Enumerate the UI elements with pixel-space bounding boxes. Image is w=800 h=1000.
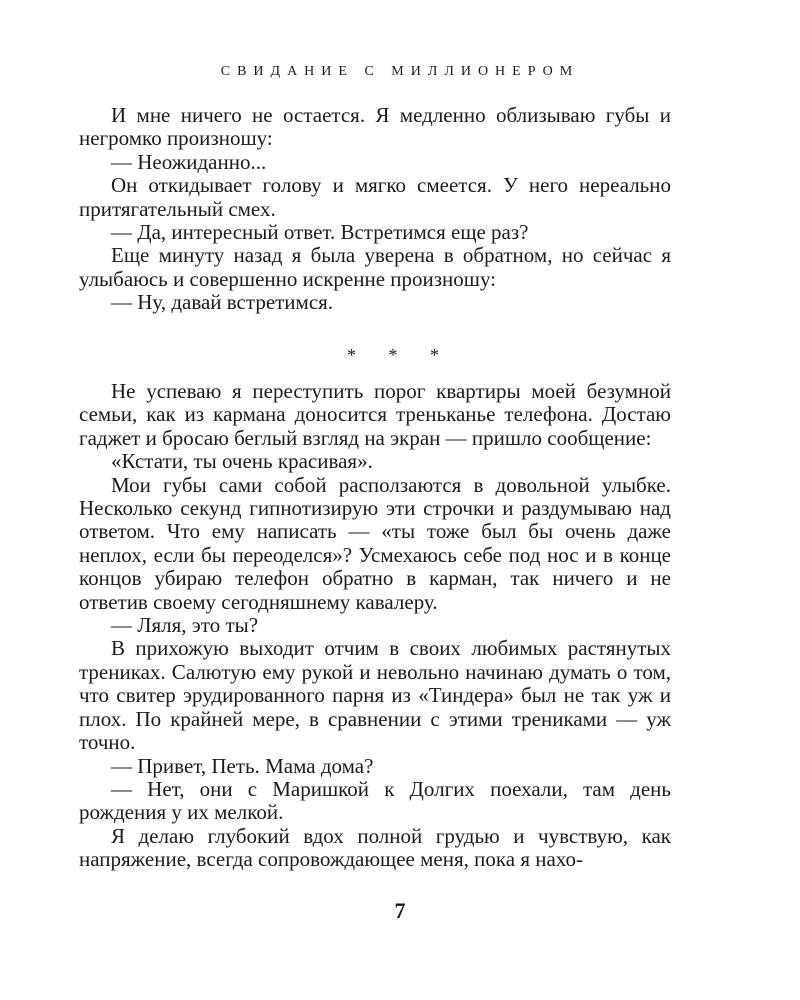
text-block-after-break xyxy=(79,380,671,872)
paragraph: — Привет, Петь. Мама дома? xyxy=(111,753,374,778)
paragraph: — Ляля, это ты? xyxy=(111,613,259,638)
paragraph: И мне ничего не остается. Я медленно облизываю губы и негромко произношу: xyxy=(79,103,671,151)
paragraph: В прихожую выходит отчим в своих любимых растянутых трениках. Салютую ему рукой и невольно начинаю думать о том, что свитер эрудированного парня из «Тиндера» был не так уж и плох. По крайней мере, в сравнении с этими трениками — уж точно. xyxy=(79,636,671,755)
paragraph: Не успеваю я переступить порог квартиры моей безумной семьи, как из кармана доносится треньканье телефона. Достаю гаджет и бросаю беглый взгляд на экран — пришло сообщение: xyxy=(79,379,671,450)
paragraph: — Нет, они с Маришкой к Долгих поехали, там день рождения у их мелкой. xyxy=(79,776,671,825)
paragraph: — Неожиданно... xyxy=(111,149,267,174)
running-head: СВИДАНИЕ С МИЛЛИОНЕРОМ xyxy=(220,64,580,79)
paragraph: — Ну, давай встретимся. xyxy=(111,290,334,315)
paragraph: Мои губы сами собой расползаются в довольной улыбке. Несколько секунд гипнотизирую эти строчки и раздумываю над ответом. Что ему написать — «ты тоже был бы очень даже неплох, если бы переоделся»? Усмехаюсь себе под нос и в конце концов убираю телефон обратно в карман, так ничего и не ответив своему сегодняшнему кавалеру. xyxy=(79,472,671,614)
section-separator: * * * xyxy=(347,345,453,365)
paragraph: «Кстати, ты очень красивая». xyxy=(111,449,373,474)
paragraph: Он откидывает голову и мягко смеется. У него нереально притягательный смех. xyxy=(79,173,671,221)
paragraph: Я делаю глубокий вдох полной грудью и чувствую, как напряжение, всегда сопровождающее меня, пока я нахо- xyxy=(79,823,671,872)
paragraph: — Да, интересный ответ. Встретимся еще раз? xyxy=(111,220,529,245)
text-block-before-break xyxy=(79,104,671,315)
page-number: 7 xyxy=(394,898,406,923)
paragraph: Еще минуту назад я была уверена в обратном, но сейчас я улыбаюсь и совершенно искренне произношу: xyxy=(79,243,671,291)
